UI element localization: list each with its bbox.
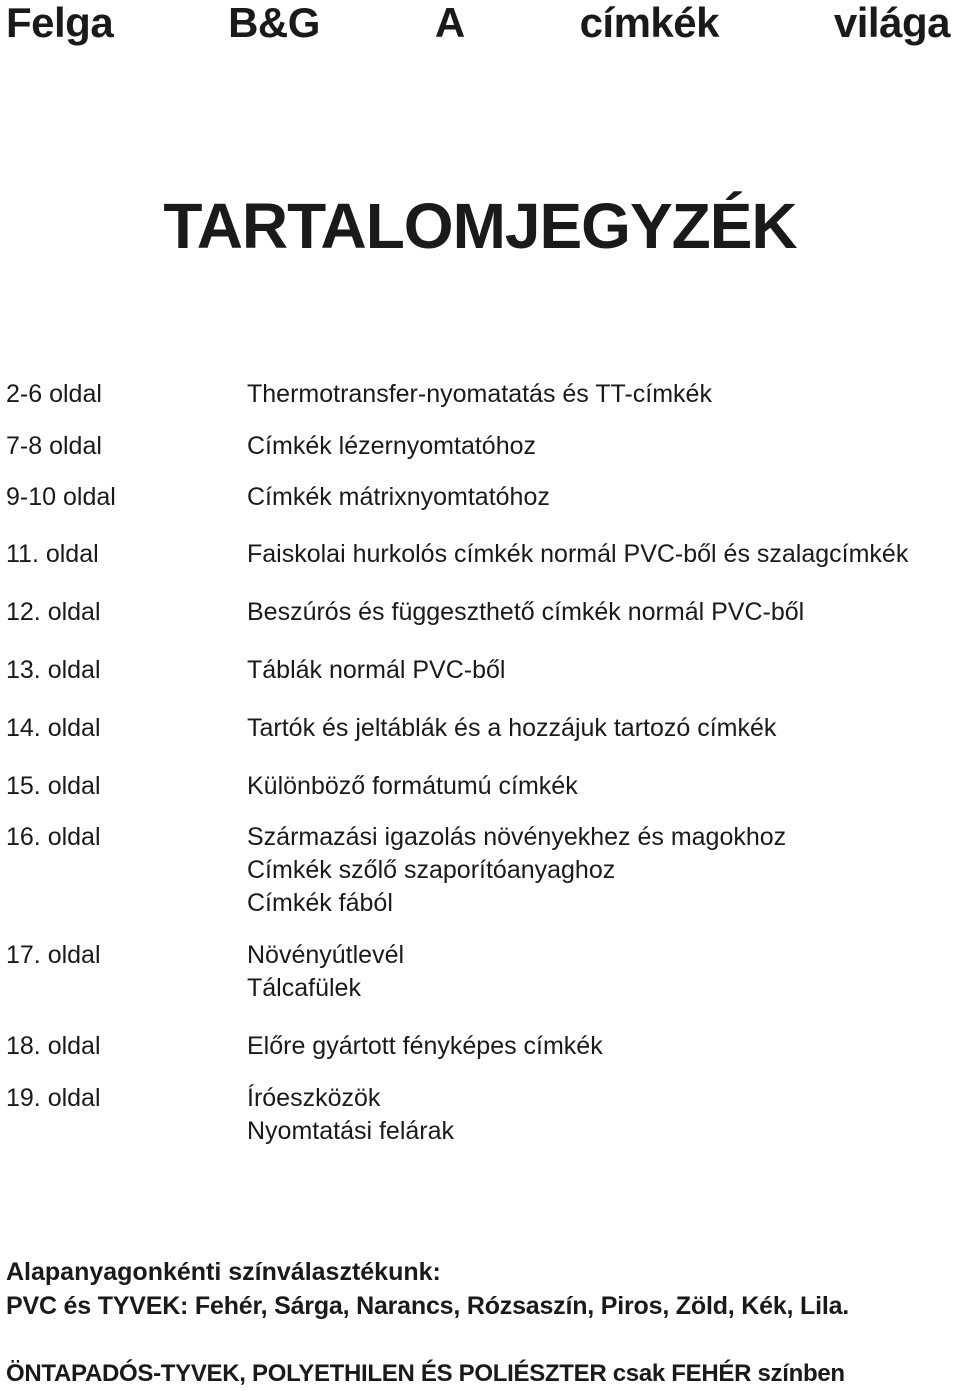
color-options-heading: Alapanyagonkénti színválasztékunk: xyxy=(6,1258,441,1286)
page-title: TARTALOMJEGYZÉK xyxy=(163,190,797,262)
header-word-vilaga: világa xyxy=(833,0,950,46)
toc-titles xyxy=(247,378,712,411)
toc-title: Címkék szőlő szaporítóanyaghoz xyxy=(247,856,616,884)
toc-titles xyxy=(247,770,578,803)
toc-title: Faiskolai hurkolós címkék normál PVC-ből és szalagcímkék xyxy=(247,540,909,568)
toc-titles xyxy=(247,430,536,463)
toc-title: Előre gyártott fényképes címkék xyxy=(247,1032,603,1060)
toc-title: Címkék fából xyxy=(247,889,393,917)
toc-title: Táblák normál PVC-ből xyxy=(247,656,506,684)
toc-page-number: 16. oldal xyxy=(6,823,101,851)
toc-titles xyxy=(247,596,804,629)
toc-page-number: 12. oldal xyxy=(6,598,101,626)
toc-titles xyxy=(247,1082,454,1148)
toc-page-number: 2-6 oldal xyxy=(6,380,102,408)
toc-page-number: 15. oldal xyxy=(6,772,101,800)
toc-titles xyxy=(247,538,908,571)
toc-page-number: 18. oldal xyxy=(6,1032,101,1060)
header-word-cimkek: címkék xyxy=(579,0,720,46)
toc-title: Tartók és jeltáblák és a hozzájuk tartozó címkék xyxy=(247,714,777,742)
toc-page-number: 17. oldal xyxy=(6,941,101,969)
header-word-bg: B&G xyxy=(228,0,320,46)
toc-titles xyxy=(247,821,786,920)
toc-title: Beszúrós és függeszthető címkék normál PVC-ből xyxy=(247,598,805,626)
toc-titles xyxy=(247,481,550,514)
toc-titles xyxy=(247,654,505,687)
toc-page-number: 9-10 oldal xyxy=(6,483,116,511)
toc-title: Nyomtatási felárak xyxy=(247,1117,455,1145)
toc-page-number: 13. oldal xyxy=(6,656,101,684)
toc-titles xyxy=(247,1030,603,1063)
toc-titles xyxy=(247,939,404,1005)
toc-page-number: 14. oldal xyxy=(6,714,101,742)
page-header xyxy=(6,0,950,46)
color-options-pvc-tyvek: PVC és TYVEK: Fehér, Sárga, Narancs, Rózsaszín, Piros, Zöld, Kék, Lila. xyxy=(6,1292,850,1320)
toc-title: Különböző formátumú címkék xyxy=(247,772,578,800)
toc-page-number: 7-8 oldal xyxy=(6,432,102,460)
toc-title: Thermotransfer-nyomatatás és TT-címkék xyxy=(247,380,712,408)
color-options-adhesive: ÖNTAPADÓS-TYVEK, POLYETHILEN ÉS POLIÉSZTER csak FEHÉR színben xyxy=(6,1360,845,1387)
toc-page-number: 11. oldal xyxy=(6,540,99,568)
toc-title: Származási igazolás növényekhez és magokhoz xyxy=(247,823,787,851)
header-word-a: A xyxy=(434,0,465,46)
toc-title: Tálcafülek xyxy=(247,974,361,1002)
header-word-felga: Felga xyxy=(6,0,114,46)
toc-titles xyxy=(247,712,776,745)
toc-title: Címkék lézernyomtatóhoz xyxy=(247,432,537,460)
toc-title: Növényútlevél xyxy=(247,941,405,969)
toc-title: Íróeszközök xyxy=(247,1084,381,1112)
toc-title: Címkék mátrixnyomtatóhoz xyxy=(247,483,550,511)
toc-page-number: 19. oldal xyxy=(6,1084,101,1112)
